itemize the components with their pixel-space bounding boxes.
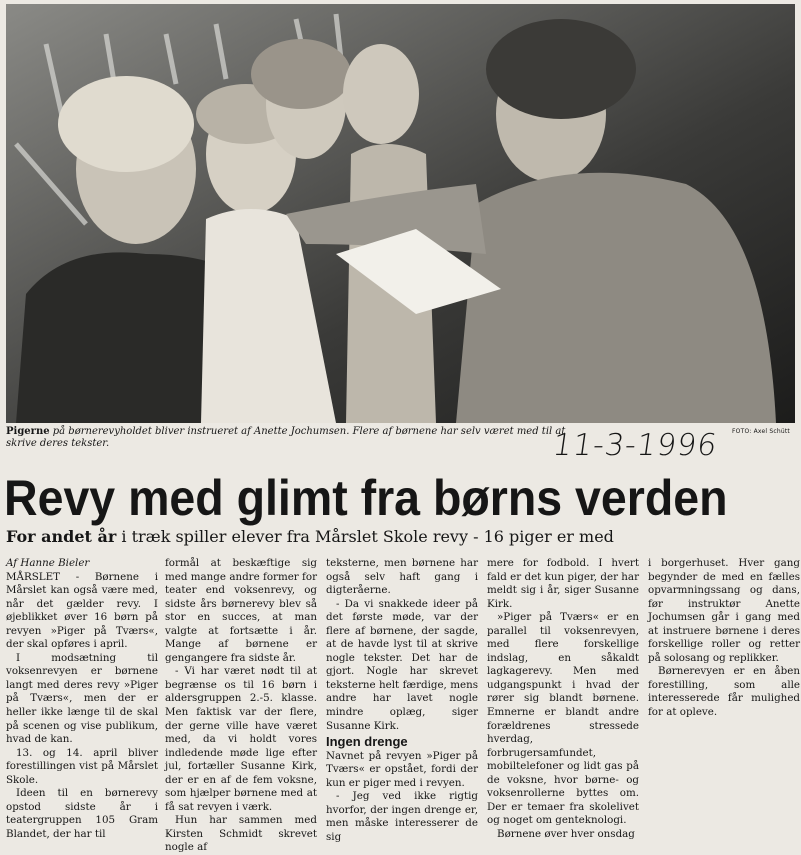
paragraph: - Vi har været nødt til at begrænse os til 16 børn i aldersgruppen 2.-5. klasse. Men faktisk var der flere, der gerne ville have været med, da vi holdt vores indledende møde lige efter jul, fortæller Susanne Kirk, der er en af de fem voksne, som hjælper børnene med at få sat revyen i værk. — [165, 665, 317, 813]
byline: Af Hanne Bieler — [6, 557, 90, 569]
subheadline — [6, 527, 796, 547]
paragraph: Hun har sammen med Kirsten Schmidt skrevet nogle af — [165, 814, 317, 854]
paragraph: I modsætning til voksenrevyen er børnene langt med deres revy »Piger på Tværs«, men der er heller ikke længe til de skal på scenen og vise publikum, hvad de kan. — [6, 651, 158, 746]
paragraph: - Da vi snakkede ideer på det første møde, var der flere af børnene, der sagde, at de havde lyst til at skrive nogle tekster. Det har de gjort. Nogle har skrevet teksterne helt færdige, mens andre har lavet nogle mindre oplæg, siger Susanne Kirk. — [326, 597, 478, 732]
news-photo — [6, 4, 795, 423]
photo-caption — [6, 426, 566, 450]
handwritten-date: 11-3-1996 — [550, 428, 720, 463]
article-column-5 — [648, 557, 800, 720]
section-heading: Ingen drenge — [326, 734, 408, 750]
paragraph: formål at beskæftige sig med mange andre former for teater end voksenrevy, og sidste års børnerevy blev så stor en succes, at man valgte at fortsætte i år. Mange af børnene er gengangere fra sidste år. — [165, 557, 317, 664]
headline: Revy med glimt fra børns verden — [4, 470, 728, 526]
photo-credit: FOTO: Axel Schütt — [732, 428, 790, 435]
paragraph: Børnene øver hver onsdag — [497, 827, 635, 840]
paragraph: mere for fodbold. I hvert fald er det kun piger, der har meldt sig i år, siger Susanne Kirk. — [487, 557, 639, 610]
article-column-4 — [487, 557, 639, 841]
paragraph: - Jeg ved ikke rigtig hvorfor, der ingen drenge er, men måske interesserer de sig — [326, 790, 478, 843]
paragraph: Navnet på revyen »Piger på Tværs« er opstået, fordi der kun er piger med i revyen. — [326, 749, 478, 789]
paragraph: »Piger på Tværs« er en parallel til voksenrevyen, med flere forskellige indslag, en såkaldt lagkagerevy. Men med udgangspunkt i hvad der rører sig blandt børnene. Emnerne er blandt andre forældrenes stressede hverdag, forbrugersamfundet, mobiltelefoner og lidt gas på de voksne, hvor børne- og voksenrollerne byttes om. Der er temaer fra skolelivet og noget om genteknologi. — [487, 611, 639, 827]
paragraph: Børnerevyen er en åben forestilling, som alle interesserede får mulighed for at opleve. — [648, 665, 800, 719]
article-column-2 — [165, 557, 317, 855]
subhead-lead: For andet år — [6, 527, 117, 546]
article-column-3 — [326, 557, 478, 844]
paragraph: teksterne, men børnene har også selv haft gang i digteråerne. — [326, 557, 478, 597]
paragraph: 13. og 14. april bliver forestillingen vist på Mårslet Skole. — [6, 746, 158, 786]
caption-lead: Pigerne — [6, 426, 50, 437]
photo-illustration — [6, 4, 795, 423]
article-column-1 — [6, 557, 158, 841]
subhead-text: i træk spiller elever fra Mårslet Skole revy - 16 piger er med — [116, 527, 614, 546]
caption-text: på børnerevyholdet bliver instrueret af Anette Jochumsen. Flere af børnene har selv været med til at skrive deres tekster. — [6, 426, 566, 449]
paragraph: MÅRSLET - Børnene i Mårslet kan også være med, når det gælder revy. I øjeblikket øver 16 børn på revyen »Piger på Tværs«, der skal opføres i april. — [6, 570, 158, 651]
paragraph: i borgerhuset. Hver gang begynder de med en fælles opvarmningssang og dans, før instruktør Anette Jochumsen går i gang med at instruere børnene i deres forskellige roller og retter på solosang og replikker. — [648, 557, 800, 664]
paragraph: Ideen til en børnerevy opstod sidste år i teatergruppen 105 Gram Blandet, der har til — [6, 787, 158, 840]
